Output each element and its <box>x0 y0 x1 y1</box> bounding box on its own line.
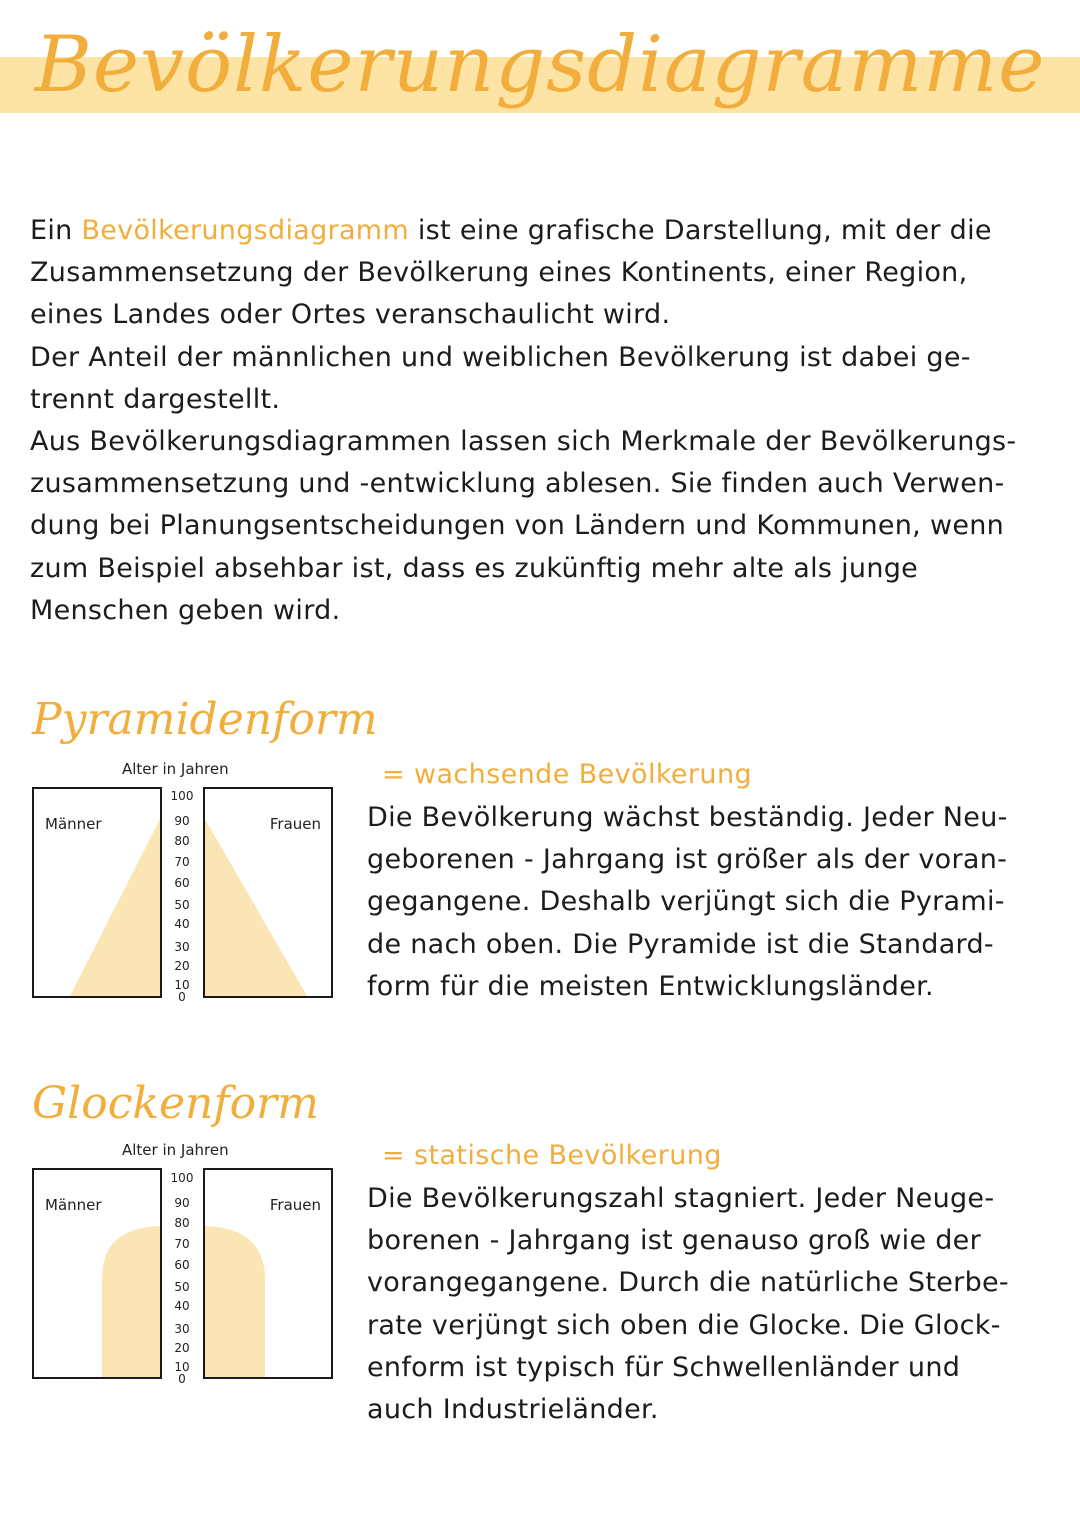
bell-tick-30: 30 <box>174 1322 190 1336</box>
bell-tick-40: 40 <box>174 1299 190 1313</box>
intro-line-3: Der Anteil der männlichen und weiblichen Bevölkerung ist dabei ge- <box>30 341 971 373</box>
bell-desc-line-1: borenen - Jahrgang ist genauso groß wie der <box>367 1225 981 1257</box>
bell-female-box <box>203 1168 333 1379</box>
pyramid-tick-30: 30 <box>174 940 190 954</box>
pyramid-description <box>367 797 1067 1008</box>
pyramid-female-label: Frauen <box>269 815 321 833</box>
bell-male-label: Männer <box>45 1196 102 1214</box>
bell-male-box <box>32 1168 162 1379</box>
bell-description <box>367 1178 1067 1431</box>
pyramid-desc-line-0: Die Bevölkerung wächst beständig. Jeder Neu- <box>367 802 1008 833</box>
bell-desc-line-3: rate verjüngt sich oben die Glocke. Die Glock- <box>367 1309 1001 1341</box>
pyramid-female-box <box>203 787 333 998</box>
pyramid-tick-80: 80 <box>174 834 190 848</box>
intro-line-6: zusammensetzung und -entwicklung ablesen. Sie finden auch Verwen- <box>30 468 1005 500</box>
bell-tick-70: 70 <box>174 1237 190 1251</box>
bell-section-title: Glockenform <box>32 1078 319 1129</box>
bell-subtitle: = statische Bevölkerung <box>382 1140 722 1171</box>
bell-desc-line-0: Die Bevölkerungszahl stagniert. Jeder Neuge- <box>367 1183 995 1214</box>
intro-term-highlight: Bevölkerungsdiagramm <box>81 215 409 246</box>
bell-axis-title: Alter in Jahren <box>122 1141 229 1159</box>
pyramid-tick-50: 50 <box>174 898 190 912</box>
intro-line-2: eines Landes oder Ortes veranschaulicht wird. <box>30 299 671 331</box>
bell-desc-line-5: auch Industrieländer. <box>367 1394 659 1426</box>
bell-female-label: Frauen <box>269 1196 321 1214</box>
pyramid-male-label: Männer <box>45 815 102 833</box>
pyramid-female-area <box>205 819 307 996</box>
intro-line-7: dung bei Planungsentscheidungen von Ländern und Kommunen, wenn <box>30 510 1005 542</box>
pyramid-section-title: Pyramidenform <box>32 694 378 745</box>
intro-line-4: trennt dargestellt. <box>30 383 281 415</box>
pyramid-male-box <box>32 787 162 998</box>
intro-line-8: zum Beispiel absehbar ist, dass es zukünftig mehr alte als junge <box>30 552 919 584</box>
page-title: Bevölkerungsdiagramme <box>34 20 1046 110</box>
bell-tick-10: 10 <box>174 1360 190 1374</box>
pyramid-tick-10: 10 <box>174 978 190 992</box>
pyramid-desc-line-3: de nach oben. Die Pyramide ist die Standard- <box>367 928 994 960</box>
bell-tick-80: 80 <box>174 1216 190 1230</box>
intro-line-5: Aus Bevölkerungsdiagrammen lassen sich Merkmale der Bevölkerungs- <box>30 426 1017 458</box>
intro-line-0 <box>30 210 1060 252</box>
bell-tick-0: 0 <box>178 1372 186 1386</box>
intro-line-0-b: ist eine grafische Darstellung, mit der die <box>409 215 992 246</box>
intro-text <box>30 210 1060 632</box>
intro-line-0-a: Ein <box>30 215 82 246</box>
pyramid-tick-40: 40 <box>174 917 190 931</box>
bell-tick-60: 60 <box>174 1258 190 1272</box>
bell-desc-line-2: vorangegangene. Durch die natürliche Sterbe- <box>367 1267 1009 1299</box>
bell-female-area <box>205 1226 265 1377</box>
pyramid-desc-line-1: geborenen - Jahrgang ist größer als der voran- <box>367 844 1008 876</box>
intro-line-1: Zusammensetzung der Bevölkerung eines Kontinents, einer Region, <box>30 257 968 289</box>
bell-tick-50: 50 <box>174 1280 190 1294</box>
intro-line-9: Menschen geben wird. <box>30 594 341 626</box>
pyramid-desc-line-2: gegangene. Deshalb verjüngt sich die Pyrami- <box>367 886 1005 918</box>
pyramid-tick-90: 90 <box>174 814 190 828</box>
bell-tick-90: 90 <box>174 1196 190 1210</box>
pyramid-tick-20: 20 <box>174 959 190 973</box>
pyramid-tick-100: 100 <box>170 789 194 803</box>
bell-desc-line-4: enform ist typisch für Schwellenländer und <box>367 1351 961 1383</box>
pyramid-subtitle: = wachsende Bevölkerung <box>382 759 752 790</box>
bell-male-area <box>102 1226 160 1377</box>
bell-tick-20: 20 <box>174 1341 190 1355</box>
pyramid-tick-60: 60 <box>174 876 190 890</box>
pyramid-tick-70: 70 <box>174 855 190 869</box>
pyramid-male-area <box>70 819 160 996</box>
bell-tick-100: 100 <box>170 1171 194 1185</box>
pyramid-axis-title: Alter in Jahren <box>122 760 229 778</box>
pyramid-tick-0: 0 <box>178 990 186 1004</box>
pyramid-desc-line-4: form für die meisten Entwicklungsländer. <box>367 970 934 1002</box>
